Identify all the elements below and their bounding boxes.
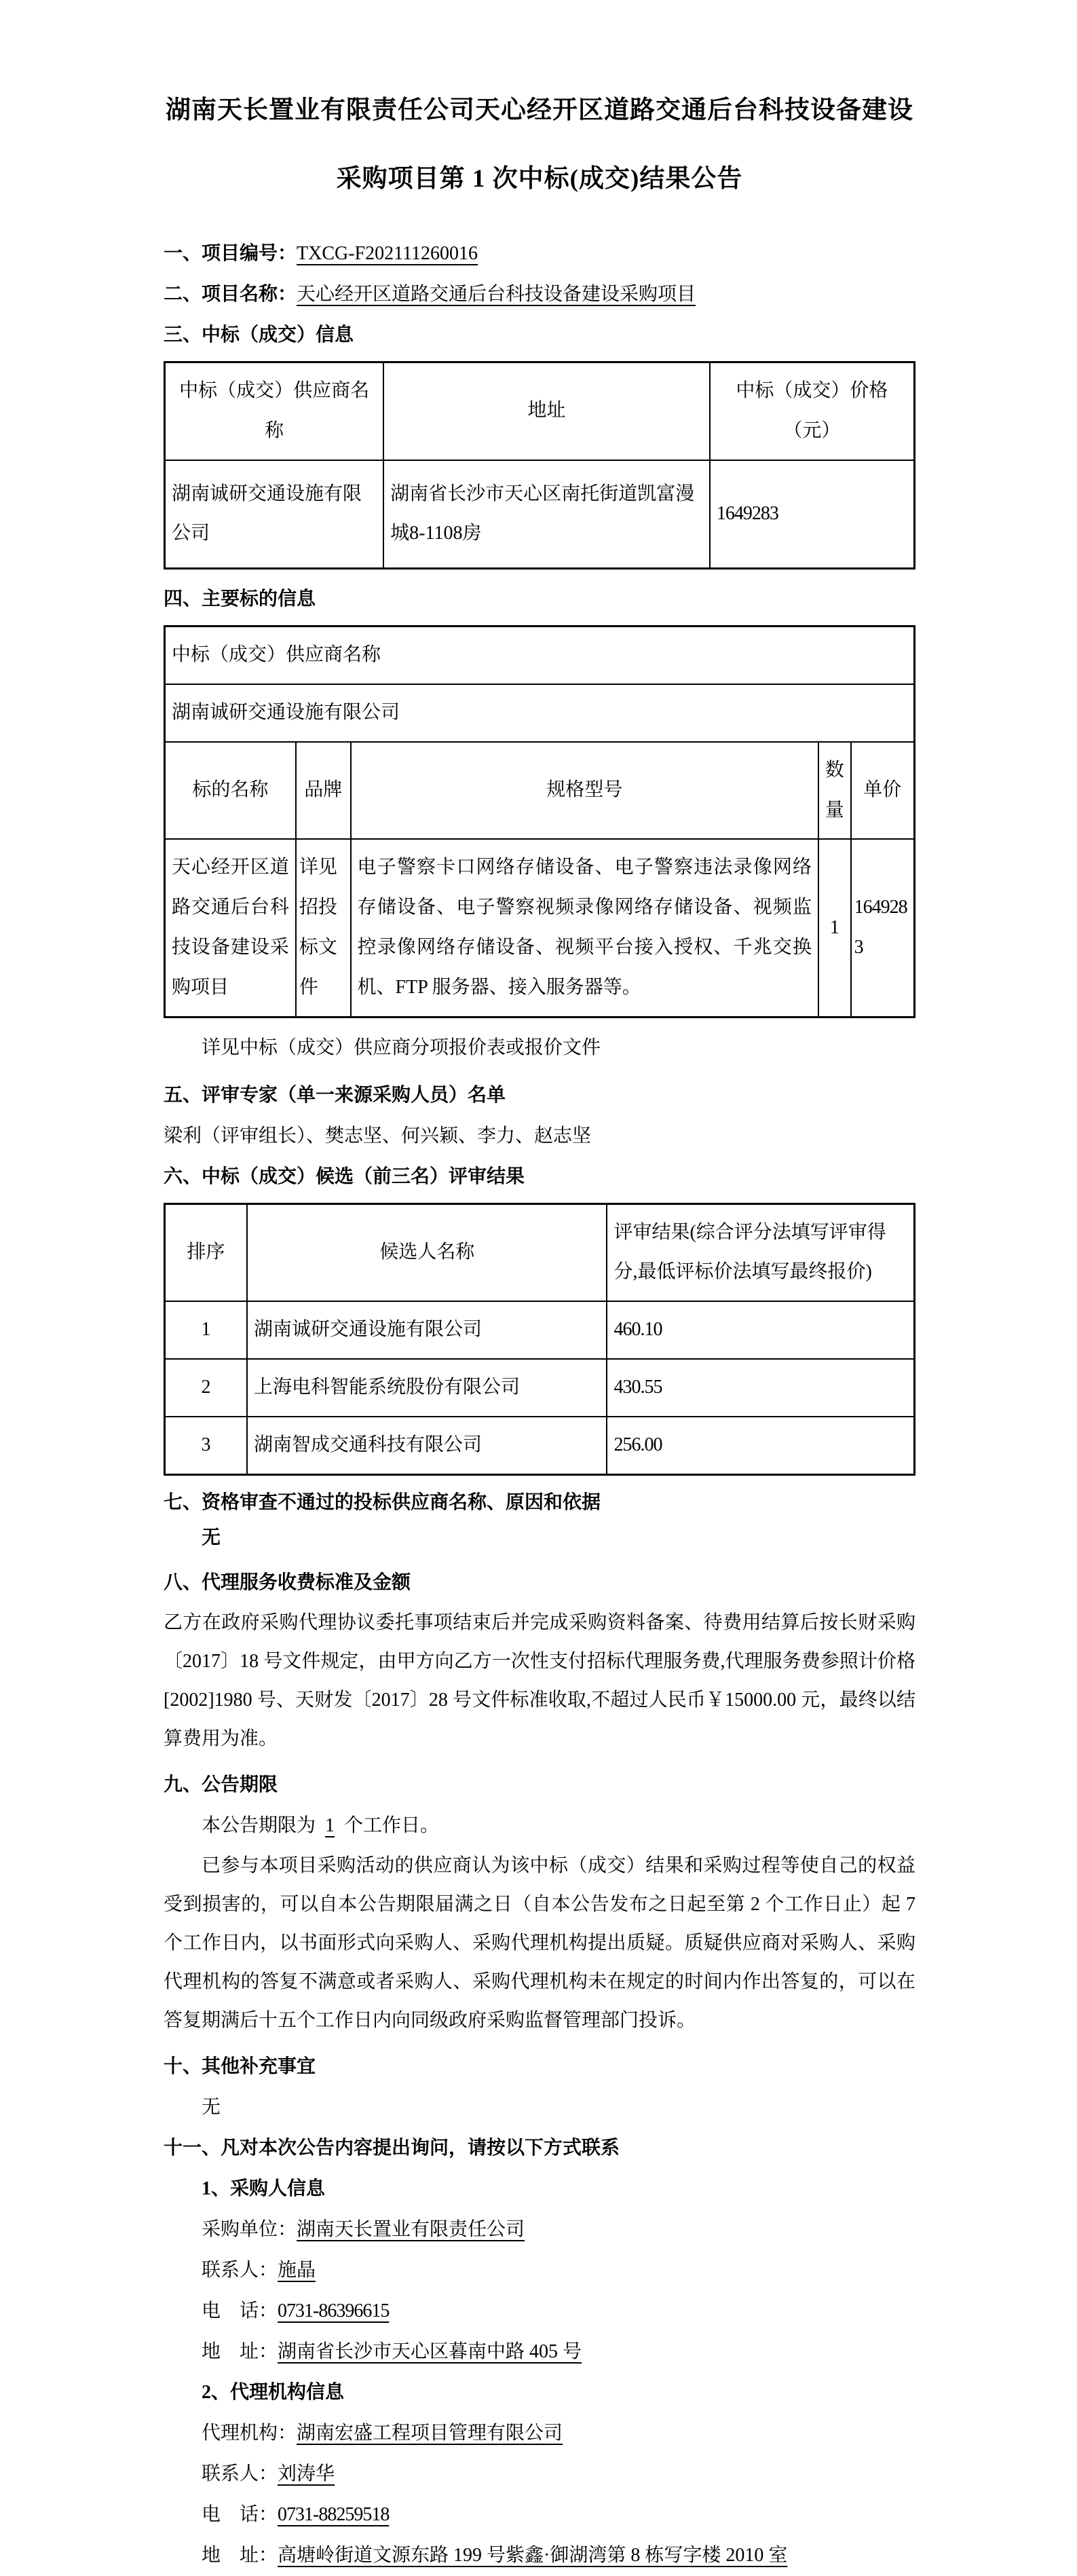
purchaser-contact-value: 施晶: [278, 2259, 316, 2281]
award-info-table: [164, 361, 915, 570]
purchaser-unit-label: 采购单位：: [202, 2218, 297, 2240]
agency-address-label: 地 址：: [202, 2544, 278, 2566]
purchaser-info-heading: 1、采购人信息: [202, 2178, 326, 2199]
notice-period-line: [164, 1806, 915, 1846]
project-number-line: [164, 234, 915, 274]
purchaser-contact-label: 联系人：: [202, 2259, 278, 2281]
title-line-2: 采购项目第 1 次中标(成交)结果公告: [336, 165, 743, 193]
candidate-score: 430.55: [607, 1359, 914, 1417]
subject-supplier-header-cell: 中标（成交）供应商名称: [165, 627, 915, 684]
purchaser-phone-value: 0731-86396615: [278, 2300, 390, 2321]
candidates-table: [164, 1203, 915, 1476]
section-award-info-heading: 三、中标（成交）信息: [164, 324, 354, 346]
project-number-label: 一、项目编号：: [164, 243, 297, 264]
other-content: 无: [202, 2096, 221, 2118]
subject-qty-cell: 1: [818, 839, 851, 1017]
agency-fee-paragraph: 乙方在政府采购代理协议委托事项结束后并完成采购资料备案、待费用结算后按长财采购〔2017〕18 号文件规定，由甲方向乙方一次性支付招标代理服务费,代理服务费参照计价格[2002]1980 号、天财发〔2017〕28 号文件标准收取,不超过人民币￥15000.00 元，最终以结算费用为准。: [164, 1611, 915, 1749]
purchaser-contact-line: [164, 2250, 915, 2291]
notice-period-days: 1: [325, 1814, 335, 1836]
candidate-name: 湖南智成交通科技有限公司: [247, 1417, 607, 1474]
notice-period-prefix: 本公告期限为: [202, 1814, 316, 1836]
purchaser-unit-value: 湖南天长置业有限责任公司: [297, 2218, 525, 2240]
notice-period-suffix: 个工作日。: [344, 1814, 440, 1836]
subject-supplier-row: [165, 684, 915, 742]
objection-paragraph: 已参与本项目采购活动的供应商认为该中标（成交）结果和采购过程等使自己的权益受到损害的，可以自本公告期限届满之日（自本公告发布之日起至第 2 个工作日止）起 7 个工作日内，以书面形式向采购人、采购代理机构提出质疑。质疑供应商对采购人、采购代理机构的答复不满意或者采购人、采购代理机构未在规定的时间内作出答复的，可以在答复期满后十五个工作日内向同级政府采购监督管理部门投诉。: [164, 1854, 915, 2031]
subject-data-row: [165, 839, 915, 1017]
section-subject-info-heading: 四、主要标的信息: [164, 589, 316, 610]
candidate-rank: 2: [165, 1359, 248, 1417]
section-experts-heading: 五、评审专家（单一来源采购人员）名单: [164, 1084, 506, 1106]
subject-supplier-cell: 湖南诚研交通设施有限公司: [165, 684, 915, 742]
purchaser-address-label: 地 址：: [202, 2340, 278, 2362]
candidate-name: 上海电科智能系统股份有限公司: [247, 1359, 607, 1417]
section-contact-heading: 十一、凡对本次公告内容提出询问，请按以下方式联系: [164, 2137, 620, 2159]
experts-names: 梁利（评审组长）、樊志坚、何兴颖、李力、赵志坚: [164, 1125, 592, 1146]
agency-phone-value: 0731-88259518: [278, 2503, 390, 2525]
award-header-price: 中标（成交）价格（元）: [710, 362, 915, 460]
section-agency-fee-heading: 八、代理服务收费标准及金额: [164, 1571, 411, 1593]
subject-header-brand: 品牌: [296, 742, 351, 840]
subject-unit-price-cell: 1649283: [851, 839, 915, 1017]
purchaser-address-value: 湖南省长沙市天心区暮南中路 405 号: [278, 2340, 582, 2362]
subject-spec-cell: 电子警察卡口网络存储设备、电子警察违法录像网络存储设备、电子警察视频录像网络存储设备、视频监控录像网络存储设备、视频平台接入授权、千兆交换机、FTP 服务器、接入服务器等。: [351, 839, 819, 1017]
section-candidates-heading: 六、中标（成交）候选（前三名）评审结果: [164, 1165, 525, 1187]
title-line-1: 湖南天长置业有限责任公司天心经开区道路交通后台科技设备建设: [166, 96, 913, 124]
subject-header-qty: 数量: [818, 742, 851, 840]
subject-name-cell: 天心经开区道路交通后台科技设备建设采购项目: [165, 839, 296, 1017]
award-supplier-cell: 湖南诚研交通设施有限公司: [165, 460, 384, 569]
agency-contact-label: 联系人：: [202, 2463, 278, 2484]
candidates-header-name: 候选人名称: [247, 1203, 607, 1301]
candidate-score: 256.00: [607, 1417, 914, 1474]
subject-header-spec: 规格型号: [351, 742, 819, 840]
award-price-cell: 1649283: [710, 460, 915, 569]
candidate-row: [165, 1301, 915, 1359]
candidate-name: 湖南诚研交通设施有限公司: [247, 1301, 607, 1359]
section-other-heading: 十、其他补充事宜: [164, 2055, 316, 2077]
agency-contact-line: [164, 2454, 915, 2495]
award-info-header-row: [165, 362, 915, 460]
project-name-value: 天心经开区道路交通后台科技设备建设采购项目: [297, 284, 696, 305]
subject-columns-header-row: [165, 742, 915, 840]
project-name-line: [164, 274, 915, 315]
purchaser-phone-line: [164, 2291, 915, 2332]
subject-brand-cell: 详见招投标文件: [296, 839, 351, 1017]
agency-contact-value: 刘涛华: [278, 2463, 335, 2484]
award-header-address: 地址: [383, 362, 710, 460]
page-title: [164, 76, 915, 213]
disqualified-content: 无: [202, 1527, 221, 1548]
subject-supplier-header-row: [165, 627, 915, 684]
agency-unit-value: 湖南宏盛工程项目管理有限公司: [297, 2422, 563, 2444]
agency-unit-line: [164, 2413, 915, 2454]
candidates-header-row: [165, 1203, 915, 1301]
agency-info-heading: 2、代理机构信息: [202, 2381, 345, 2403]
award-address-cell: 湖南省长沙市天心区南托街道凯富漫城8-1108房: [383, 460, 710, 569]
project-name-label: 二、项目名称：: [164, 284, 297, 305]
agency-address-value: 高塘岭街道文源东路 199 号紫鑫·御湖湾第 8 栋写字楼 2010 室: [278, 2544, 788, 2566]
candidate-rank: 3: [165, 1417, 248, 1474]
purchaser-unit-line: [164, 2209, 915, 2250]
agency-phone-label: 电 话：: [202, 2503, 278, 2525]
section-notice-period-heading: 九、公告期限: [164, 1774, 278, 1795]
candidates-header-rank: 排序: [165, 1203, 248, 1301]
agency-unit-label: 代理机构：: [202, 2422, 297, 2444]
subject-info-table: [164, 625, 915, 1018]
subject-header-name: 标的名称: [165, 742, 296, 840]
purchaser-address-line: [164, 2332, 915, 2372]
candidate-rank: 1: [165, 1301, 248, 1359]
agency-phone-line: [164, 2495, 915, 2535]
candidate-row: [165, 1417, 915, 1474]
award-info-data-row: [165, 460, 915, 569]
project-number-value: TXCG-F202111260016: [297, 243, 478, 264]
candidate-score: 460.10: [607, 1301, 914, 1359]
subject-note: 详见中标（成交）供应商分项报价表或报价文件: [202, 1037, 601, 1058]
candidates-header-result: 评审结果(综合评分法填写评审得分,最低评标价法填写最终报价): [607, 1203, 914, 1301]
agency-address-line: [164, 2535, 915, 2576]
award-header-supplier: 中标（成交）供应商名称: [165, 362, 384, 460]
subject-header-unit-price: 单价: [851, 742, 915, 840]
candidate-row: [165, 1359, 915, 1417]
purchaser-phone-label: 电 话：: [202, 2300, 278, 2321]
section-disqualified-heading: 七、资格审查不通过的投标供应商名称、原因和依据: [164, 1491, 601, 1513]
